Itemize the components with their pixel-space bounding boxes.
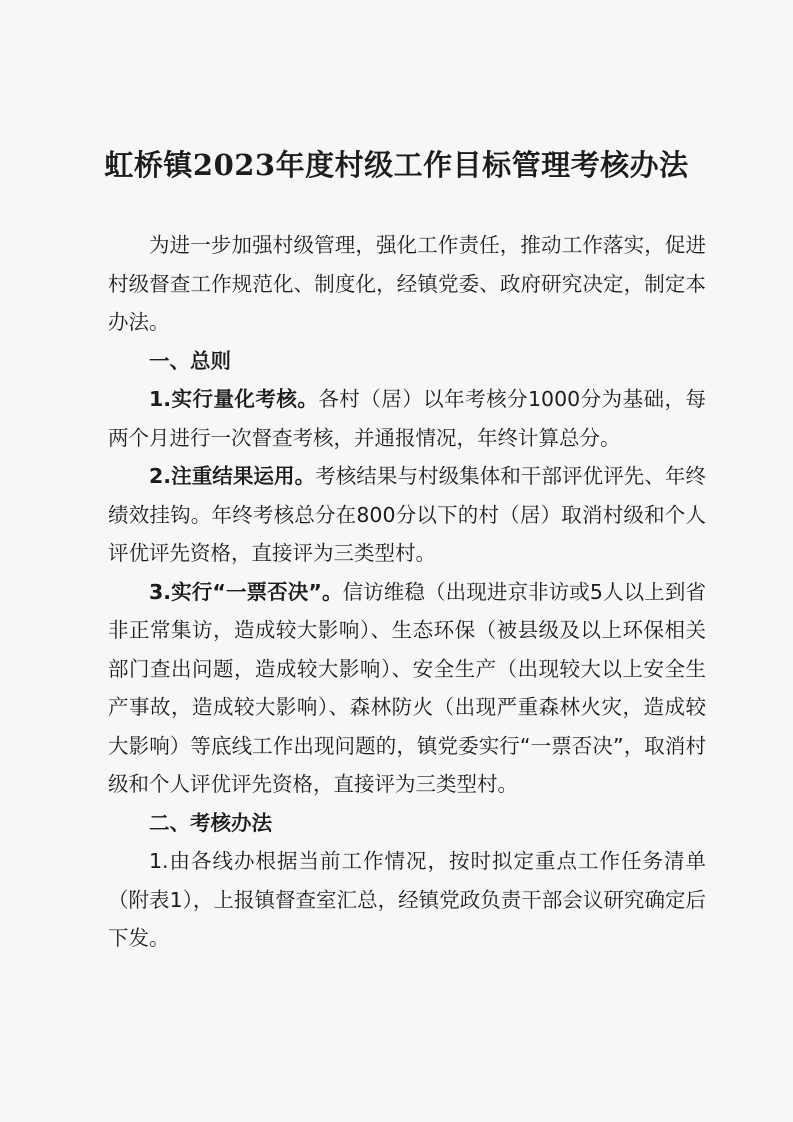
paragraph-text: 考核结果与村级集体和干部评优评先、年终绩效挂钩。年终考核总分在800分以下的村（居）取消村级和个人评优评先资格，直接评为三类型村。 bbox=[108, 464, 706, 565]
section-heading-general: 一、总则 bbox=[149, 348, 231, 373]
paragraph-quantified-assessment bbox=[108, 380, 706, 457]
document-body bbox=[108, 226, 706, 958]
document-title: 虹桥镇2023年度村级工作目标管理考核办法 bbox=[104, 148, 689, 182]
paragraph-lead: 3.实行“一票否决”。 bbox=[149, 579, 343, 604]
paragraph-text: 各村（居）以年考核分1000分为基础，每两个月进行一次督查考核，并通报情况，年终计算总分。 bbox=[108, 387, 706, 450]
paragraph-one-vote-veto bbox=[108, 573, 706, 804]
intro-paragraph: 为进一步加强村级管理，强化工作责任，推动工作落实，促进村级督查工作规范化、制度化，经镇党委、政府研究决定，制定本办法。 bbox=[108, 233, 706, 334]
paragraph-lead: 1.实行量化考核。 bbox=[149, 387, 319, 411]
paragraph-task-list: 1.由各线办根据当前工作情况，按时拟定重点工作任务清单（附表1），上报镇督查室汇总，经镇党政负责干部会议研究确定后下发。 bbox=[108, 849, 706, 950]
paragraph-result-application bbox=[108, 457, 706, 573]
paragraph-text: 信访维稳（出现进京非访或5人以上到省非正常集访，造成较大影响）、生态环保（被县级及以上环保相关部门查出问题，造成较大影响）、安全生产（出现较大以上安全生产事故，造成较大影响）、森林防火（出现严重森林火灾，造成较大影响）等底线工作出现问题的，镇党委实行“一票否决”，取消村级和个人评优评先资格，直接评为三类型村。 bbox=[108, 579, 706, 796]
section-heading-assessment-method: 二、考核办法 bbox=[149, 810, 272, 835]
paragraph-lead: 2.注重结果运用。 bbox=[149, 464, 316, 488]
